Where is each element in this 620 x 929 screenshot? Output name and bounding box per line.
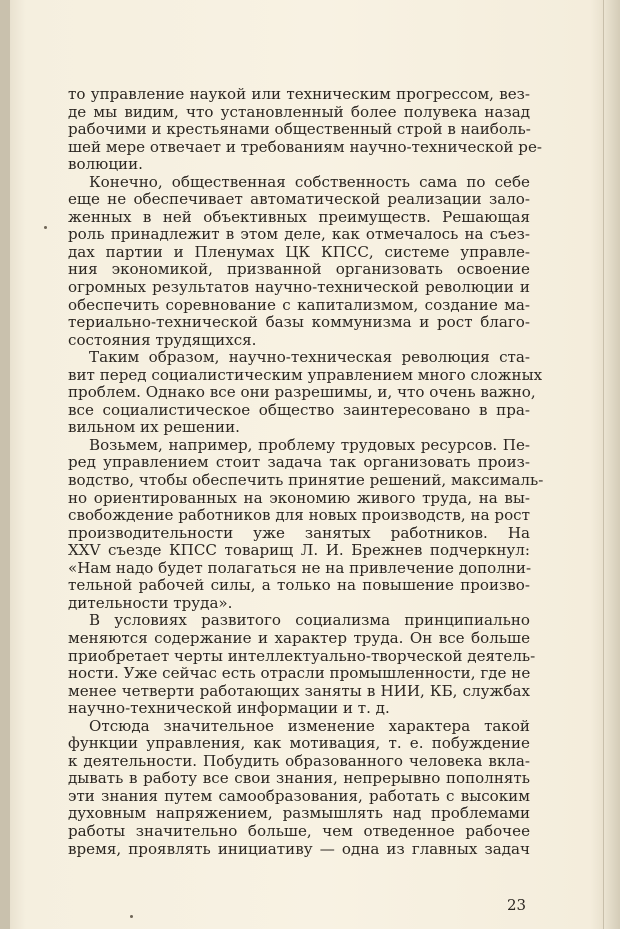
text-line: XXV съезде КПСС товарищ Л. И. Брежнев подчеркнул: (68, 541, 530, 560)
text-line: териально-технической базы коммунизма и рост благо- (68, 313, 530, 332)
text-line: научно-технической информации и т. д. (68, 699, 390, 718)
page-number: 23 (507, 896, 527, 914)
text-line: роль принадлежит в этом деле, как отмечалось на съез- (68, 225, 530, 244)
text-line: Таким образом, научно-техническая революция ста- (89, 348, 530, 367)
text-line: женных в ней объективных преимуществ. Решающая (68, 207, 530, 226)
text-line: обеспечить соревнование с капитализмом, создание ма- (68, 295, 530, 314)
text-line: тельной рабочей силы, а только на повышение произво- (68, 576, 530, 595)
book-gutter (0, 0, 10, 929)
text-line: духовным напряжением, размышлять над проблемами (68, 804, 530, 823)
text-line: то управление наукой или техническим прогрессом, вез- (68, 85, 530, 103)
text-line: «Нам надо будет полагаться не на привлечение дополни- (68, 558, 532, 577)
text-line: Конечно, общественная собственность сама по себе (89, 172, 530, 191)
text-line: водство, чтобы обеспечить принятие решений, максималь- (68, 471, 544, 490)
text-line: рабочими и крестьянами общественный строй в наиболь- (68, 120, 531, 139)
text-line: проблем. Однако все они разрешимы, и, что очень важно, (68, 383, 536, 402)
text-line: дительности труда». (68, 593, 233, 612)
text-line: огромных результатов научно-технической революции и (68, 278, 530, 297)
text-line: производительности уже занятых работников. На (68, 523, 530, 542)
text-line: состояния трудящихся. (68, 330, 257, 349)
text-line: к деятельности. Побудить образованного человека вкла- (68, 751, 530, 770)
body-text (68, 85, 544, 858)
text-line: В условиях развитого социализма принципиально (89, 611, 530, 630)
text-line: работы значительно больше, чем отведенное рабочее (68, 821, 530, 840)
text-line: вит перед социалистическим управлением много сложных (68, 365, 543, 384)
text-line: все социалистическое общество заинтересовано в пра- (68, 400, 530, 419)
text-line: ния экономикой, призванной организовать освоение (68, 260, 530, 279)
text-line: ности. Уже сейчас есть отрасли промышленности, где не (68, 664, 531, 683)
text-line: волюции. (68, 155, 143, 174)
text-line: Возьмем, например, проблему трудовых ресурсов. Пе- (89, 435, 530, 454)
ink-speck (44, 226, 47, 229)
text-line: де мы видим, что установленный более полувека назад (68, 102, 530, 121)
text-line: шей мере отвечает и требованиям научно-технической ре- (68, 137, 542, 156)
text-line: но ориентированных на экономию живого труда, на вы- (68, 488, 530, 507)
text-line: время, проявлять инициативу — одна из главных задач (68, 839, 530, 858)
page-edge (603, 0, 620, 929)
text-line: эти знания путем самообразования, работать с высоким (68, 786, 530, 805)
text-line: свобождение работников для новых производств, на рост (68, 506, 530, 525)
text-line: ред управлением стоит задача так организовать произ- (68, 453, 530, 472)
text-line: менее четверти работающих заняты в НИИ, КБ, службах (68, 681, 530, 700)
text-line: дывать в работу все свои знания, непрерывно пополнять (68, 769, 530, 788)
text-line: дах партии и Пленумах ЦК КПСС, системе управле- (68, 242, 530, 261)
text-line: функции управления, как мотивация, т. е. побуждение (68, 734, 530, 753)
text-line: Отсюда значительное изменение характера такой (89, 716, 530, 735)
ink-speck (130, 915, 133, 918)
text-line: меняются содержание и характер труда. Он все больше (68, 628, 530, 647)
text-line: вильном их решении. (68, 418, 240, 437)
text-line: приобретает черты интеллектуально-творческой деятель- (68, 646, 536, 665)
text-line: еще не обеспечивает автоматической реализации зало- (68, 190, 530, 209)
